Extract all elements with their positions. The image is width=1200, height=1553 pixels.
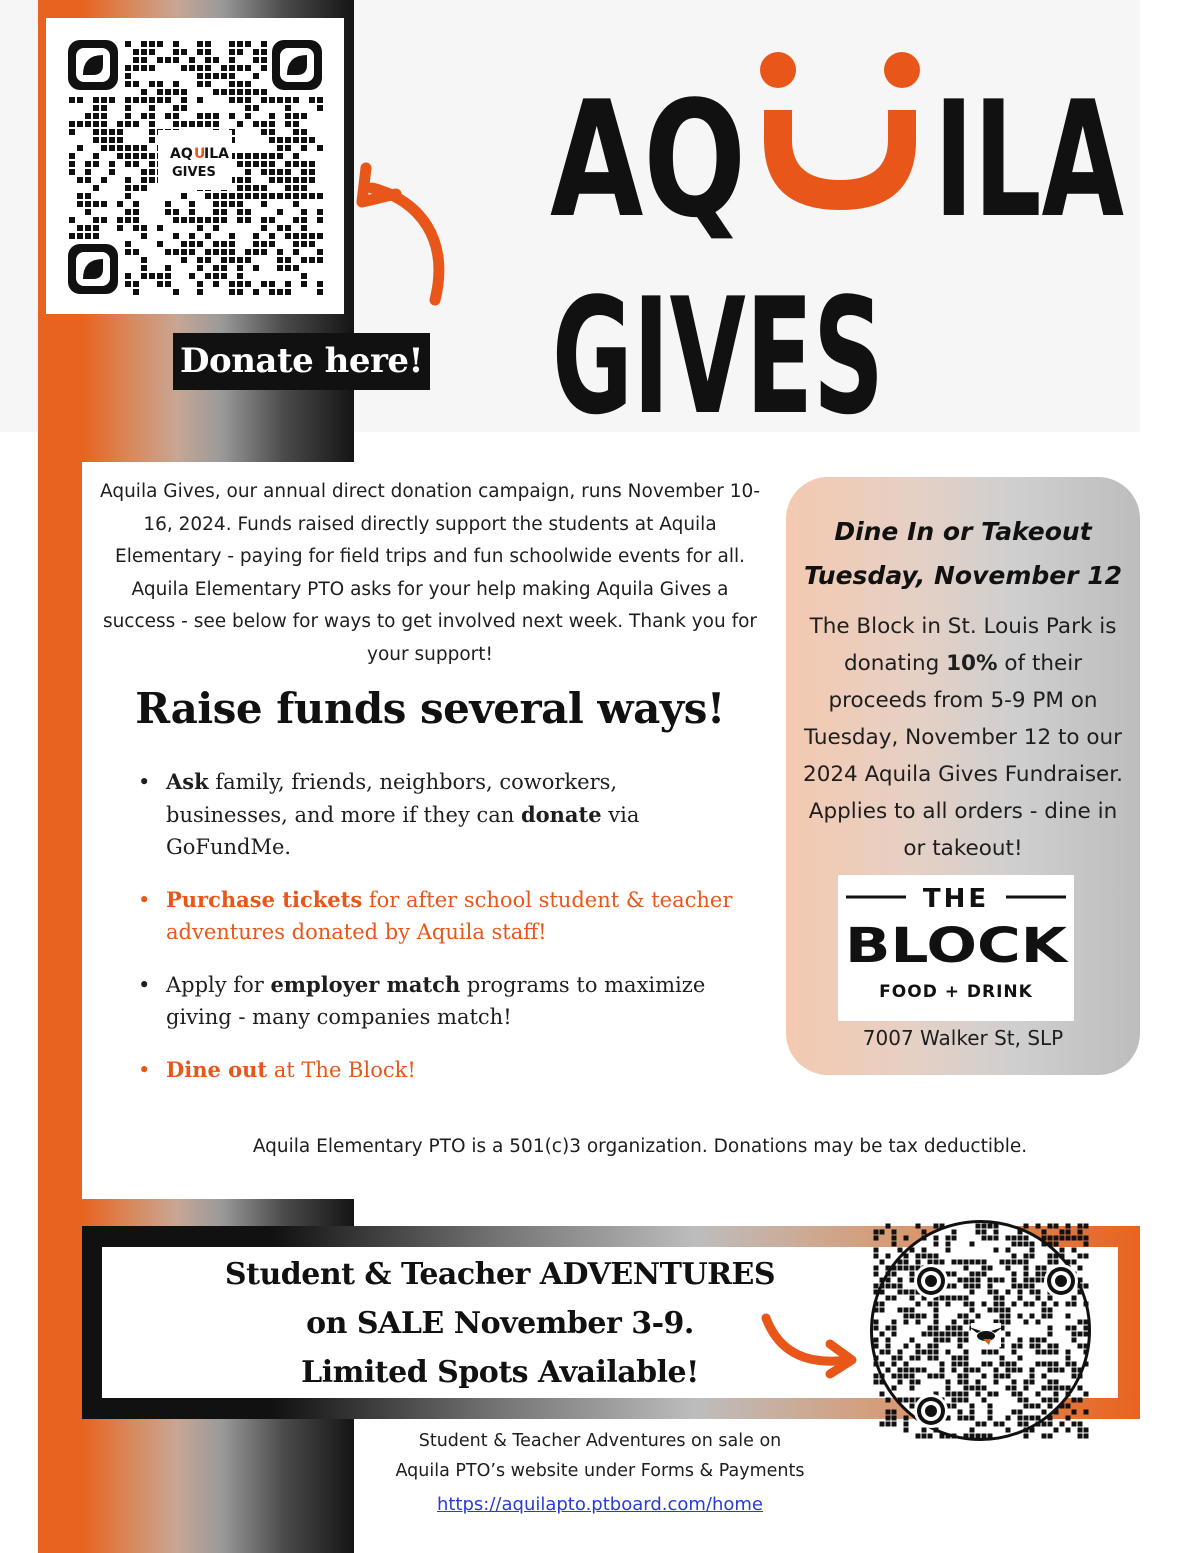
adventures-banner-text: Student & Teacher ADVENTURES on SALE November 3-9. Limited Spots Available! (224, 1257, 776, 1390)
list-item: • Dine out at The Block! (138, 1056, 416, 1082)
ways-heading: Raise funds several ways! (135, 684, 725, 733)
title-ila: ILA (934, 66, 1125, 253)
intro-paragraph: Aquila Gives, our annual direct donation campaign, runs November 10-16, 2024. Funds raised directly support the students at Aquila Elementary - paying for field trips and fun schoolwide events for all. Aquila Elementary PTO asks for your help making Aquila Gives a success - see below for ways to get involved next week. Thank you for your support! (100, 481, 761, 665)
svg-text:GIVES: GIVES (172, 165, 216, 180)
footer (360, 1426, 840, 1520)
tax-note: Aquila Elementary PTO is a 501(c)3 organization. Donations may be tax deductible. (252, 1136, 1028, 1157)
svg-text:ILA: ILA (204, 146, 229, 162)
pto-website-link[interactable]: https://aquilapto.ptboard.com/home (436, 1494, 764, 1515)
title-aq: AQ (550, 66, 746, 253)
curved-arrow-icon (350, 160, 460, 310)
hero-background-left (0, 0, 38, 432)
the-block-logo (838, 875, 1074, 1021)
qr-pattern (873, 1223, 1088, 1438)
dine-card-body: The Block in St. Louis Park is donating 10% of their proceeds from 5-9 PM on Tuesday, November 12 to our 2024 Aquila Gives Fundraiser. Applies to all orders - dine in or takeout! (803, 614, 1123, 861)
aquila-u-logo-icon (760, 52, 920, 210)
footer-line: Student & Teacher Adventures on sale on (418, 1431, 782, 1451)
svg-text:FOOD + DRINK: FOOD + DRINK (879, 982, 1033, 1002)
list-item: • Ask family, friends, neighbors, coworkers, businesses, and more if they can donate via GoFundMe. (138, 769, 640, 859)
page-title (550, 40, 1140, 450)
svg-text:THE: THE (922, 884, 990, 914)
svg-text:AQ: AQ (170, 146, 193, 162)
footer-line: Aquila PTO’s website under Forms & Payments (395, 1461, 805, 1481)
svg-text:U: U (194, 146, 206, 162)
ways-list (134, 766, 734, 1106)
list-item: • Apply for employer match programs to maximize giving - many companies match! (138, 971, 706, 1029)
curved-arrow-icon (760, 1310, 870, 1380)
title-gives: GIVES (552, 263, 884, 450)
block-address: 7007 Walker St, SLP (862, 1026, 1064, 1050)
list-item: • Purchase tickets for after school student & teacher adventures donated by Aquila staff! (138, 886, 733, 944)
svg-text:BLOCK: BLOCK (845, 918, 1070, 974)
donate-qr-code[interactable] (46, 18, 344, 314)
qr-pattern (68, 40, 322, 294)
adventures-qr-code[interactable] (870, 1220, 1091, 1441)
dine-card-title: Dine In or Takeout Tuesday, November 12 (803, 517, 1123, 590)
donate-here-label[interactable]: Donate here! (173, 333, 430, 390)
